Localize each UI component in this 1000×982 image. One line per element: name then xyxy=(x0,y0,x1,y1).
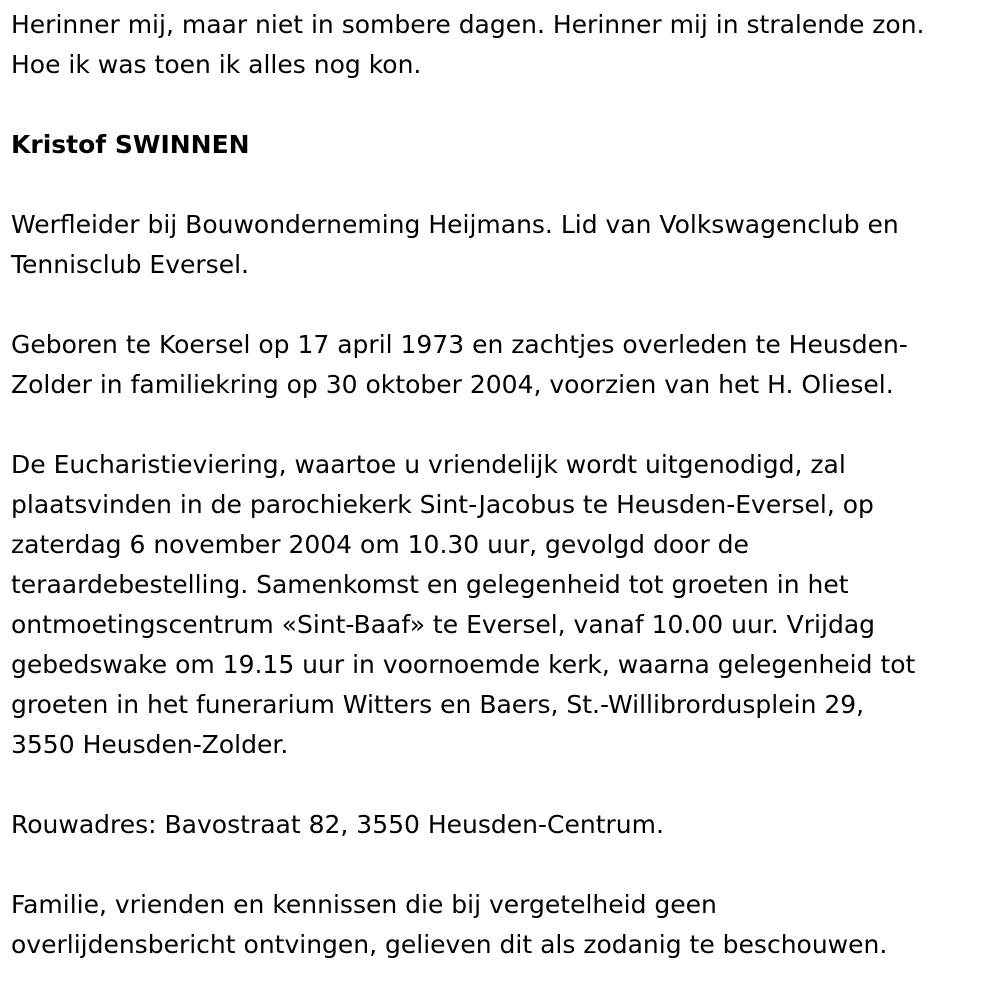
mourning-address: Rouwadres: Bavostraat 82, 3550 Heusden-Centrum. xyxy=(11,810,664,839)
motto-line: Herinner mij, maar niet in sombere dagen. Herinner mij in stralende zon. xyxy=(11,10,925,39)
ceremony-line: De Eucharistieviering, waartoe u vriendelijk wordt uitgenodigd, zal xyxy=(11,450,846,479)
occupation-paragraph xyxy=(11,205,996,285)
occupation-line: Tennisclub Eversel. xyxy=(11,250,249,279)
mourning-address-paragraph xyxy=(11,805,996,845)
birth-death-paragraph xyxy=(11,325,996,405)
ceremony-line: plaatsvinden in de parochiekerk Sint-Jacobus te Heusden-Eversel, op xyxy=(11,490,874,519)
ceremony-line: zaterdag 6 november 2004 om 10.30 uur, gevolgd door de xyxy=(11,530,749,559)
ceremony-line: 3550 Heusden-Zolder. xyxy=(11,730,289,759)
birth-death-line: Geboren te Koersel op 17 april 1973 en zachtjes overleden te Heusden- xyxy=(11,330,908,359)
occupation-line: Werfleider bij Bouwonderneming Heijmans. Lid van Volkswagenclub en xyxy=(11,210,899,239)
closing-note-line: Familie, vrienden en kennissen die bij vergetelheid geen xyxy=(11,890,717,919)
deceased-name: Kristof SWINNEN xyxy=(11,130,250,159)
closing-note-line: overlijdensbericht ontvingen, gelieven dit als zodanig te beschouwen. xyxy=(11,930,888,959)
birth-death-line: Zolder in familiekring op 30 oktober 2004, voorzien van het H. Oliesel. xyxy=(11,370,894,399)
ceremony-paragraph xyxy=(11,445,996,765)
motto-paragraph xyxy=(11,5,996,85)
motto-line: Hoe ik was toen ik alles nog kon. xyxy=(11,50,422,79)
deceased-name-paragraph xyxy=(11,125,996,165)
ceremony-line: gebedswake om 19.15 uur in voornoemde kerk, waarna gelegenheid tot xyxy=(11,650,916,679)
closing-note-paragraph xyxy=(11,885,996,965)
ceremony-line: ontmoetingscentrum «Sint-Baaf» te Eversel, vanaf 10.00 uur. Vrijdag xyxy=(11,610,876,639)
ceremony-line: teraardebestelling. Samenkomst en gelegenheid tot groeten in het xyxy=(11,570,849,599)
ceremony-line: groeten in het funerarium Witters en Baers, St.-Willibrordusplein 29, xyxy=(11,690,865,719)
obituary-document xyxy=(11,5,996,965)
